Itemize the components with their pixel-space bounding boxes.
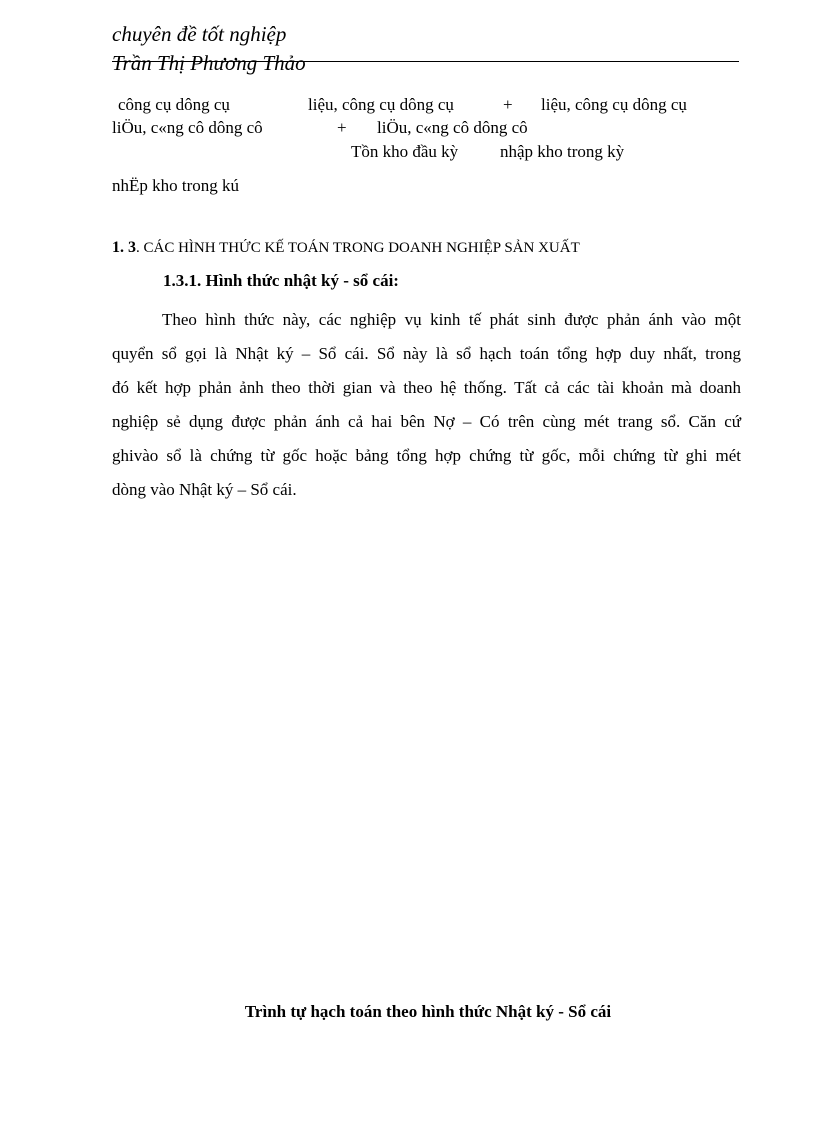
- paragraph-line: dòng vào Nhật ký – Sổ cái.: [112, 480, 297, 499]
- header-title: chuyên đề tốt nghiệp: [112, 22, 287, 46]
- paragraph-line: nghiệp sẻ dụng được phản ánh cả hai bên Nợ – Có trên cùng mét trang sổ. Căn cứ: [112, 412, 741, 431]
- subsection-heading: 1.3.1. Hình thức nhật ký - sổ cái:: [163, 271, 399, 290]
- formula-row3-part1: Tồn kho đầu kỳ: [351, 142, 459, 161]
- formula-row2-part1: liÖu, c«ng cô dông cô: [112, 118, 263, 137]
- section-title: . CÁC HÌNH THỨC KẾ TOÁN TRONG DOANH NGHIỆP SẢN XUẤT: [136, 240, 580, 256]
- formula-row1-plus: +: [503, 95, 513, 114]
- section-heading: [112, 239, 580, 257]
- formula-row2-part2: liÖu, c«ng cô dông cô: [377, 118, 528, 137]
- paragraph-line: Theo hình thức này, các nghiệp vụ kinh tế phát sinh được phản ánh vào một: [162, 310, 741, 329]
- formula-row1-part3: liệu, công cụ dông cụ: [541, 95, 687, 114]
- header-author: Trần Thị Phương Thảo: [112, 51, 306, 75]
- paragraph-line: quyển sổ gọi là Nhật ký – Sổ cái. Sổ này là sổ hạch toán tổng hợp duy nhất, trong: [112, 344, 741, 363]
- formula-row4-part1: nhËp kho trong kú: [112, 176, 240, 195]
- formula-row2-plus: +: [337, 118, 347, 137]
- diagram-caption: Trình tự hạch toán theo hình thức Nhật ký - Sổ cái: [244, 1002, 612, 1021]
- paragraph-line: đó kết hợp phản ảnh theo thời gian và theo hệ thống. Tất cả các tài khoản mà doanh: [112, 378, 741, 397]
- formula-row3-part2: nhập kho trong kỳ: [500, 142, 625, 161]
- formula-row1-part2: liệu, công cụ dông cụ: [308, 95, 454, 114]
- body-paragraph: [112, 303, 741, 507]
- formula-row1-part1: công cụ dông cụ: [118, 95, 230, 114]
- paragraph-line: ghivào sổ là chứng từ gốc hoặc bảng tổng hợp chứng từ gốc, mỗi chứng từ ghi mét: [112, 446, 741, 465]
- section-number: 1. 3: [112, 239, 136, 256]
